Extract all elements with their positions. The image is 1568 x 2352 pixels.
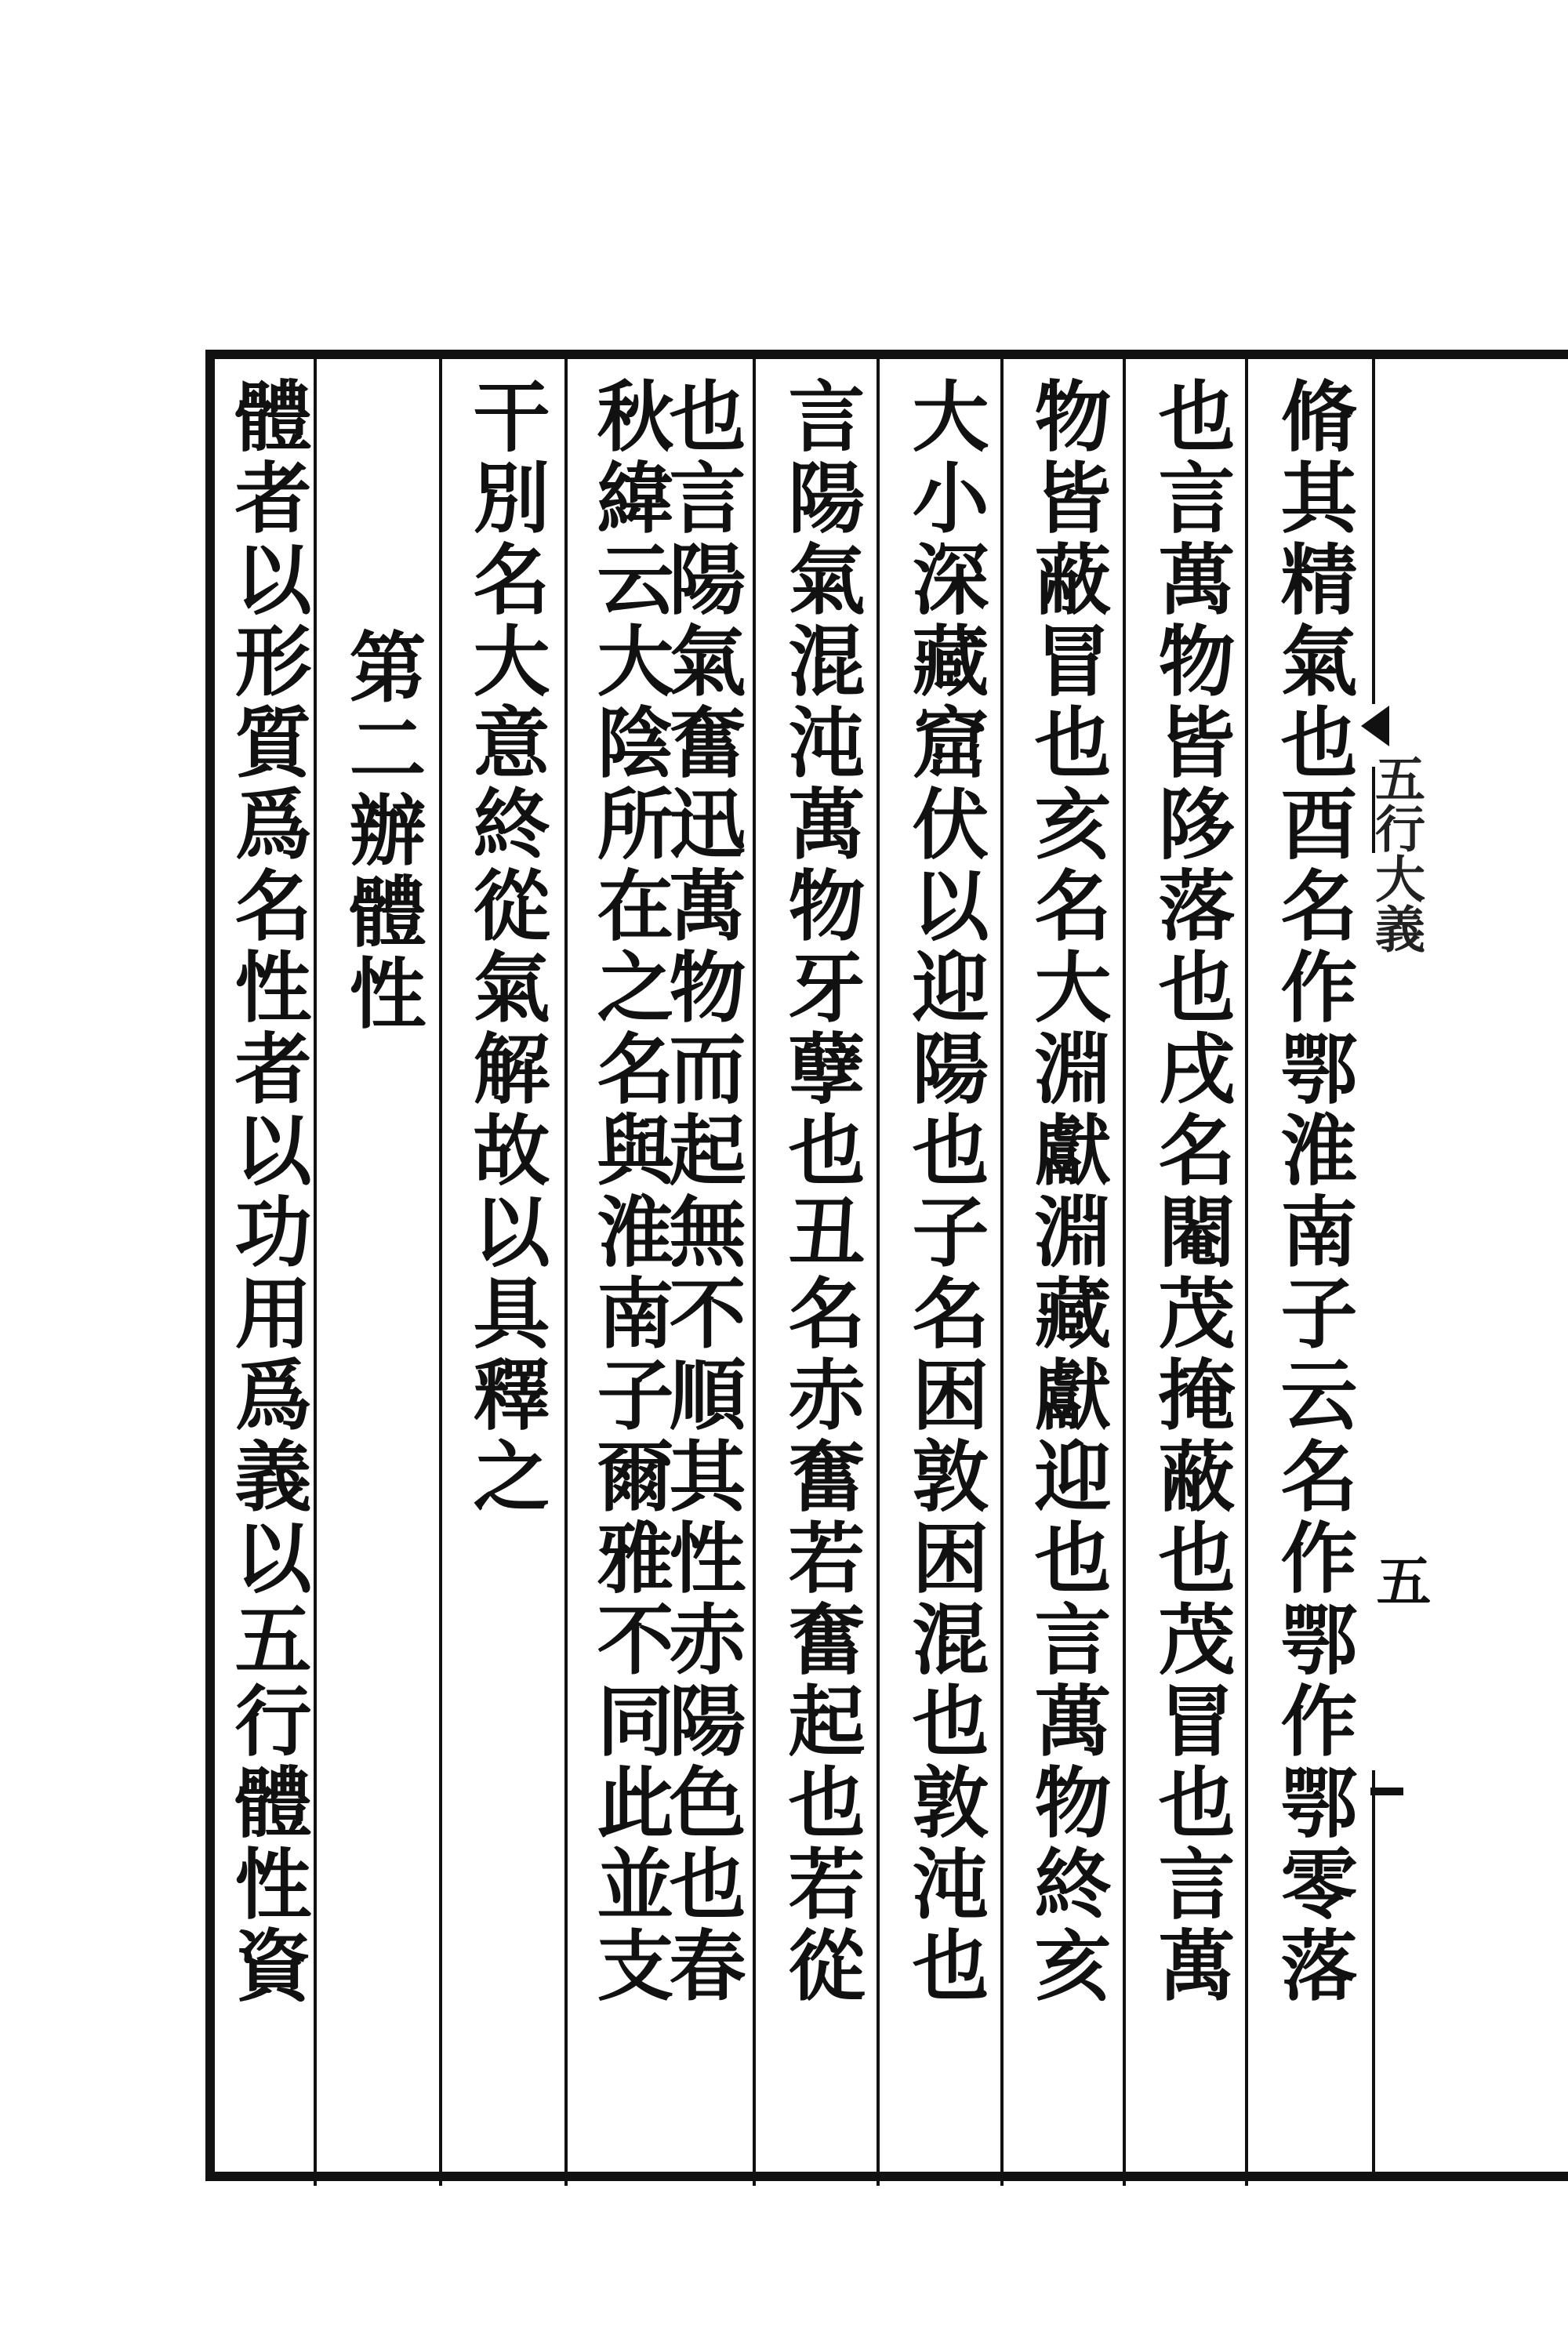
text-column-7: 秋緯云大陰所在之名與淮南子爾雅不同此並支: [584, 376, 674, 2007]
text-column-1: 脩其精氣也酉名作鄂淮南子云名作鄂作鄂零落: [1268, 376, 1358, 2007]
margin-folio: 五: [1367, 1552, 1432, 1607]
fold-rule: [1369, 359, 1381, 2173]
column-divider: [314, 359, 317, 2186]
text-column-4: 大小深藏窟伏以迎陽也子名困敦困混也敦沌也: [899, 376, 989, 2007]
text-column-6: 也言陽氣奮迅萬物而起無不順其性赤陽色也春: [656, 376, 746, 2007]
column-divider: [439, 359, 442, 2186]
column-divider: [564, 359, 568, 2186]
column-divider: [877, 359, 880, 2186]
margin-title-fragment: 五行大義: [1367, 753, 1425, 953]
text-column-5: 言陽氣混沌萬物牙孽也丑名赤奮若奮起也若從: [775, 376, 866, 2007]
column-divider: [1245, 359, 1248, 2186]
page-frame: [205, 350, 1568, 2181]
column-divider: [753, 359, 756, 2186]
section-heading: 第二辦體性: [336, 627, 426, 1035]
text-column-2: 也言萬物皆陊落也戌名閹茂掩蔽也茂冒也言萬: [1145, 376, 1236, 2007]
text-column-10: 體者以形質爲名性者以功用爲義以五行體性資: [222, 376, 312, 2007]
text-column-3: 物皆蔽冒也亥名大淵獻淵藏獻迎也言萬物終亥: [1022, 376, 1112, 2007]
column-divider: [1123, 359, 1126, 2186]
fold-tick-mark: [1370, 1788, 1403, 1795]
fold-fishtail-mark: [1361, 706, 1389, 746]
column-divider: [1000, 359, 1004, 2186]
text-column-8: 干別名大意終從氣解故以具釋之: [460, 376, 550, 1518]
